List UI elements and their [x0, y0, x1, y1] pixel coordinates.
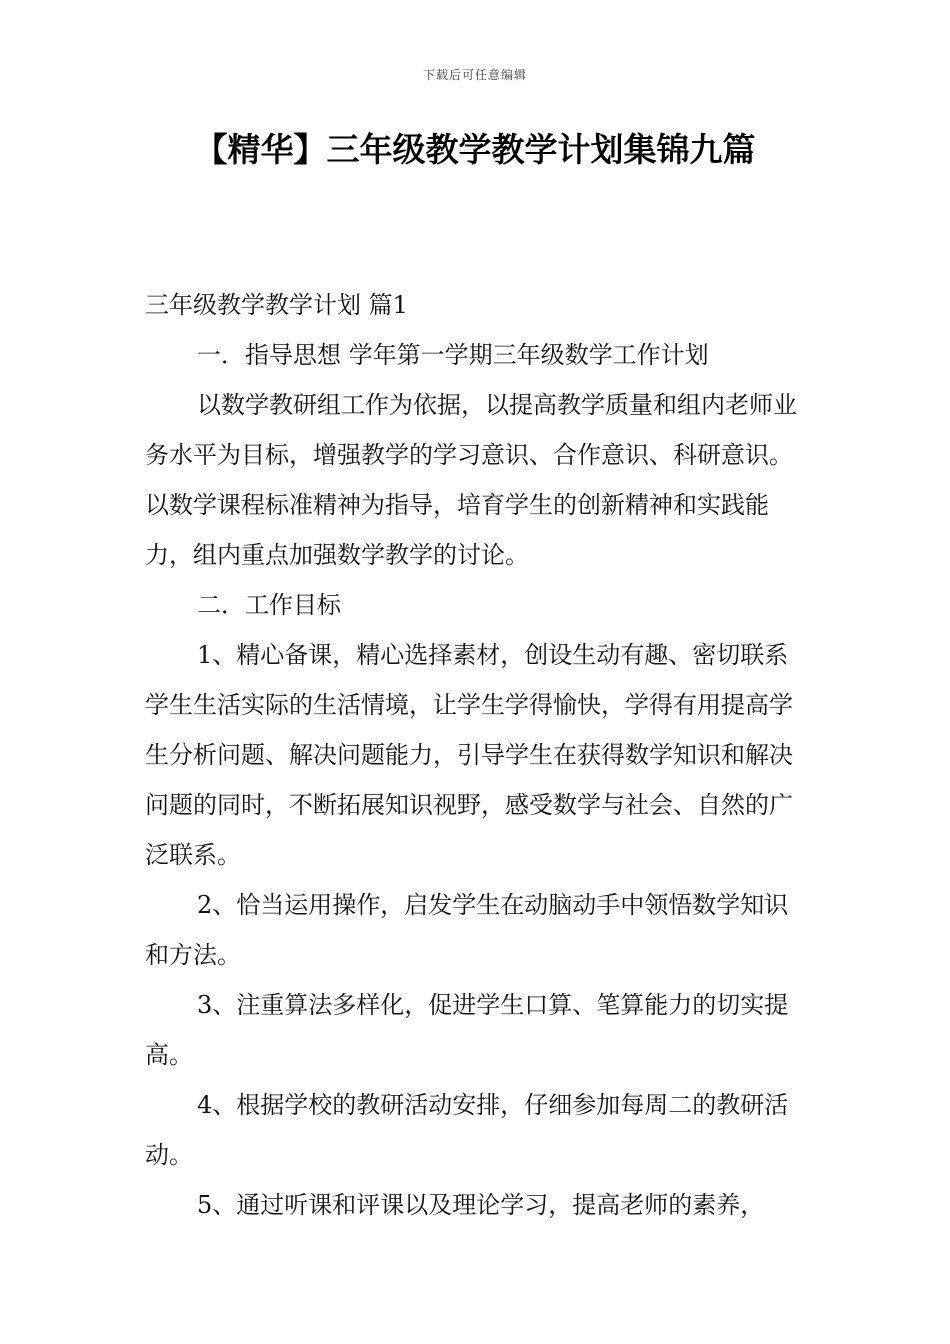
paragraph-guiding-detail: 以数学教研组工作为依据，以提高教学质量和组内老师业务水平为目标，增强教学的学习意识、合作意识、科研意识。以数学课程标准精神为指导，培育学生的创新精神和实践能力，组内重点加强数学教学的讨论。	[145, 391, 797, 569]
paragraph-goal-1: 1、精心备课，精心选择素材，创设生动有趣、密切联系学生生活实际的生活情境，让学生学得愉快，学得有用提高学生分析问题、解决问题能力，引导学生在获得数学知识和解决问题的同时，不断拓展知识视野，感受数学与社会、自然的广泛联系。	[145, 641, 793, 869]
document-body	[145, 280, 810, 1230]
section-heading: 三年级教学教学计划 篇1	[145, 291, 408, 319]
paragraph-guiding-idea: 一．指导思想 学年第一学期三年级数学工作计划	[197, 341, 709, 369]
paragraph-goal-4: 4、根据学校的教研活动安排，仔细参加每周二的教研活动。	[145, 1091, 789, 1169]
paragraph-goal-5: 5、通过听课和评课以及理论学习，提高老师的素养，	[197, 1191, 765, 1219]
header-note: 下载后可任意编辑	[422, 68, 527, 82]
document-title: 【精华】三年级教学教学计划集锦九篇	[194, 130, 756, 169]
paragraph-goal-2: 2、恰当运用操作，启发学生在动脑动手中领悟数学知识和方法。	[145, 891, 789, 969]
paragraph-goal-3: 3、注重算法多样化，促进学生口算、笔算能力的切实提高。	[145, 991, 789, 1069]
paragraph-goals-heading: 二．工作目标	[197, 591, 341, 619]
